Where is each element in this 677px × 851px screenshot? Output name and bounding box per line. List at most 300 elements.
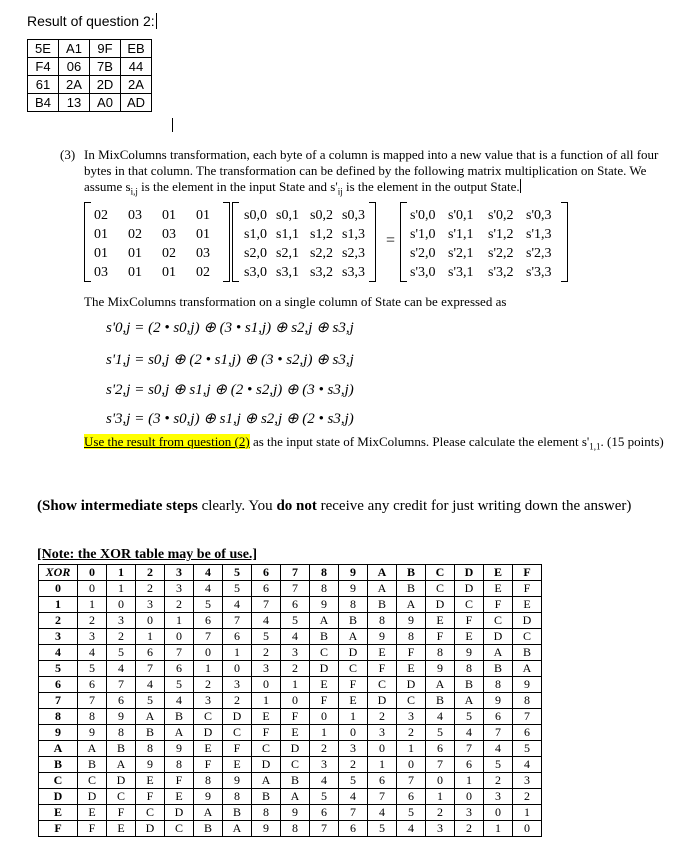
xor-cell: C [194, 709, 223, 725]
xor-cell: A [107, 757, 136, 773]
xor-cell: C [455, 597, 484, 613]
xor-cell: E [426, 613, 455, 629]
matrix-cell: s'3,1 [448, 265, 474, 280]
xor-cell: D [339, 645, 368, 661]
xor-cell: C [223, 725, 252, 741]
xor-cell: C [78, 773, 107, 789]
xor-cell: F [281, 709, 310, 725]
xor-cell: 8 [223, 789, 252, 805]
xor-row [39, 805, 542, 821]
xor-cell: 0 [455, 789, 484, 805]
xor-cell: 0 [136, 613, 165, 629]
xor-cell: 2 [397, 725, 426, 741]
result-cell[interactable]: 9F [90, 40, 121, 58]
xor-cell: C [513, 629, 542, 645]
xor-cell: 5 [426, 725, 455, 741]
matrix-cell: 03 [162, 227, 176, 242]
matrix-cell: s1,1 [276, 227, 299, 242]
xor-cell: 2 [136, 581, 165, 597]
xor-column-header: 9 [339, 565, 368, 581]
xor-row-header: 2 [39, 613, 78, 629]
result-cell[interactable]: A0 [90, 94, 121, 112]
xor-row-header: D [39, 789, 78, 805]
xor-row-header: 0 [39, 581, 78, 597]
xor-note: [Note: the XOR table may be of use.] [37, 547, 258, 562]
xor-cell: F [310, 693, 339, 709]
xor-cell: 8 [484, 677, 513, 693]
xor-cell: E [223, 757, 252, 773]
result-cell[interactable]: 2D [90, 76, 121, 94]
xor-cell: 4 [223, 597, 252, 613]
xor-cell: A [455, 693, 484, 709]
xor-cell: E [194, 741, 223, 757]
xor-cell: 5 [107, 645, 136, 661]
xor-cell: A [310, 613, 339, 629]
matrix-cell: 02 [94, 208, 108, 223]
xor-cell: 9 [107, 709, 136, 725]
xor-cell: B [397, 581, 426, 597]
xor-cell: 2 [252, 645, 281, 661]
xor-column-header: 1 [107, 565, 136, 581]
xor-cell: 6 [397, 789, 426, 805]
xor-cell: 2 [426, 805, 455, 821]
xor-cell: A [165, 725, 194, 741]
result-cell[interactable]: A1 [59, 40, 90, 58]
xor-cell: 3 [484, 789, 513, 805]
xor-cell: 5 [310, 789, 339, 805]
xor-cell: B [252, 789, 281, 805]
xor-cell: F [484, 597, 513, 613]
matrix-cell: s0,3 [342, 208, 365, 223]
xor-cell: 2 [310, 741, 339, 757]
xor-row [39, 581, 542, 597]
xor-cell: E [252, 709, 281, 725]
xor-cell: 5 [194, 597, 223, 613]
xor-cell: F [513, 581, 542, 597]
xor-cell: 5 [455, 709, 484, 725]
xor-cell: 2 [484, 773, 513, 789]
xor-cell: E [397, 661, 426, 677]
xor-cell: 1 [107, 581, 136, 597]
xor-cell: D [107, 773, 136, 789]
xor-cell: 4 [107, 661, 136, 677]
xor-cell: F [455, 613, 484, 629]
matrix-cell: s'3,3 [526, 265, 552, 280]
result-cell[interactable]: AD [121, 94, 152, 112]
xor-cell: 5 [397, 805, 426, 821]
xor-cell: F [194, 757, 223, 773]
xor-cell: A [368, 581, 397, 597]
xor-cell: 9 [484, 693, 513, 709]
xor-column-header: 6 [252, 565, 281, 581]
matrix-cell: s'1,3 [526, 227, 552, 242]
xor-header-row [39, 565, 542, 581]
matrix-cell: s'3,2 [488, 265, 514, 280]
xor-cell: F [368, 661, 397, 677]
xor-cell: 2 [223, 693, 252, 709]
xor-cell: 0 [339, 725, 368, 741]
xor-cell: E [281, 725, 310, 741]
xor-cell: 1 [165, 613, 194, 629]
xor-cell: 0 [310, 709, 339, 725]
xor-cell: E [339, 693, 368, 709]
xor-column-header: 0 [78, 565, 107, 581]
xor-cell: 6 [426, 741, 455, 757]
xor-cell: 9 [426, 661, 455, 677]
result-cell[interactable]: 2A [59, 76, 90, 94]
xor-cell: 3 [107, 613, 136, 629]
xor-cell: 7 [281, 581, 310, 597]
xor-cell: B [223, 805, 252, 821]
result-cell[interactable]: 06 [59, 58, 90, 76]
matrix-cell: s1,0 [244, 227, 267, 242]
xor-column-header: E [484, 565, 513, 581]
xor-cell: 5 [165, 677, 194, 693]
xor-cell: 7 [455, 741, 484, 757]
matrix-cell: 01 [162, 265, 176, 280]
xor-cell: D [165, 805, 194, 821]
xor-row [39, 693, 542, 709]
xor-cell: D [310, 661, 339, 677]
matrix-cell: s1,2 [310, 227, 333, 242]
xor-cell: 9 [513, 677, 542, 693]
xor-cell: E [484, 581, 513, 597]
xor-cell: 5 [339, 773, 368, 789]
matrix-cell: s0,1 [276, 208, 299, 223]
xor-cell: E [136, 773, 165, 789]
xor-cell: 8 [78, 709, 107, 725]
matrix-cell: 01 [196, 208, 210, 223]
xor-row-header: 9 [39, 725, 78, 741]
xor-cell: C [252, 741, 281, 757]
xor-cell: 4 [165, 693, 194, 709]
xor-cell: 5 [281, 613, 310, 629]
xor-cell: 4 [484, 741, 513, 757]
equals-sign: = [386, 232, 396, 249]
xor-cell: D [426, 597, 455, 613]
xor-row-header: 8 [39, 709, 78, 725]
xor-row [39, 709, 542, 725]
matrix-cell: s'2,3 [526, 246, 552, 261]
xor-cell: D [484, 629, 513, 645]
xor-cell: 7 [165, 645, 194, 661]
xor-cell: 8 [397, 629, 426, 645]
xor-cell: 1 [339, 709, 368, 725]
xor-cell: 0 [252, 677, 281, 693]
xor-cell: D [194, 725, 223, 741]
xor-cell: 7 [484, 725, 513, 741]
matrix-cell: s'1,2 [488, 227, 514, 242]
xor-cell: 1 [281, 677, 310, 693]
matrix-cell: 01 [162, 208, 176, 223]
xor-cell: E [310, 677, 339, 693]
matrix-cell: s0,0 [244, 208, 267, 223]
xor-cell: 9 [223, 773, 252, 789]
xor-cell: 3 [339, 741, 368, 757]
xor-cell: 3 [513, 773, 542, 789]
xor-cell: 1 [368, 757, 397, 773]
xor-cell: 7 [310, 821, 339, 837]
xor-cell: 1 [484, 821, 513, 837]
result-cell[interactable]: 13 [59, 94, 90, 112]
xor-cell: 1 [194, 661, 223, 677]
xor-cell: 8 [107, 725, 136, 741]
xor-cell: 6 [281, 597, 310, 613]
matrix-cell: 01 [94, 227, 108, 242]
xor-cell: 6 [484, 709, 513, 725]
xor-cell: 0 [397, 757, 426, 773]
text-caret [172, 118, 173, 132]
xor-cell: 5 [484, 757, 513, 773]
xor-cell: 7 [223, 613, 252, 629]
matrix-cell: 01 [128, 246, 142, 261]
xor-row-header: B [39, 757, 78, 773]
xor-cell: 4 [310, 773, 339, 789]
xor-cell: 4 [194, 581, 223, 597]
matrix-cell: s'0,0 [410, 208, 436, 223]
result-row [28, 40, 152, 58]
xor-cell: 4 [513, 757, 542, 773]
xor-cell: 9 [368, 629, 397, 645]
xor-cell: 3 [165, 581, 194, 597]
xor-cell: 9 [310, 597, 339, 613]
xor-cell: D [281, 741, 310, 757]
xor-cell: 7 [136, 661, 165, 677]
xor-cell: 7 [513, 709, 542, 725]
xor-row [39, 757, 542, 773]
xor-cell: 8 [513, 693, 542, 709]
xor-cell: 4 [455, 725, 484, 741]
xor-cell: 2 [194, 677, 223, 693]
result-cell[interactable]: B4 [28, 94, 59, 112]
xor-cell: 3 [223, 677, 252, 693]
matrix-bracket-left [84, 202, 91, 282]
xor-cell: 5 [136, 693, 165, 709]
matrix-cell: 01 [94, 246, 108, 261]
xor-cell: D [368, 693, 397, 709]
xor-cell: 8 [194, 773, 223, 789]
xor-column-header: 2 [136, 565, 165, 581]
xor-cell: 9 [78, 725, 107, 741]
xor-cell: 3 [368, 725, 397, 741]
xor-cell: D [513, 613, 542, 629]
xor-cell: C [484, 613, 513, 629]
xor-cell: 3 [78, 629, 107, 645]
xor-cell: B [165, 709, 194, 725]
intro-sub: i,j [130, 186, 138, 197]
xor-cell: 1 [513, 805, 542, 821]
xor-column-header: 7 [281, 565, 310, 581]
highlighted-reference[interactable]: Use the result from question (2) [84, 434, 250, 449]
xor-cell: 0 [484, 805, 513, 821]
matrix-cell: s2,2 [310, 246, 333, 261]
xor-row [39, 789, 542, 805]
matrix-cell: s'1,1 [448, 227, 474, 242]
xor-cell: 1 [252, 693, 281, 709]
matrix-cell: s'2,1 [448, 246, 474, 261]
matrix-cell: s2,1 [276, 246, 299, 261]
result-cell[interactable]: EB [121, 40, 152, 58]
xor-cell: A [78, 741, 107, 757]
xor-cell: 6 [107, 693, 136, 709]
matrix-bracket-right [369, 202, 376, 282]
xor-cell: F [223, 741, 252, 757]
xor-cell: E [368, 645, 397, 661]
use-result-points: . (15 points) [600, 434, 664, 449]
xor-cell: 2 [455, 821, 484, 837]
xor-cell: E [455, 629, 484, 645]
xor-cell: 9 [165, 741, 194, 757]
xor-cell: C [339, 661, 368, 677]
xor-cell: 3 [136, 597, 165, 613]
xor-cell: B [78, 757, 107, 773]
xor-cell: 9 [281, 805, 310, 821]
use-result-text [84, 434, 664, 455]
xor-cell: F [252, 725, 281, 741]
instructions-bold: (Show intermediate steps [37, 498, 198, 514]
xor-cell: D [252, 757, 281, 773]
xor-cell: C [426, 581, 455, 597]
xor-cell: F [426, 629, 455, 645]
xor-cell: D [455, 581, 484, 597]
xor-cell: 6 [136, 645, 165, 661]
matrix-cell: s'0,3 [526, 208, 552, 223]
xor-cell: 3 [281, 645, 310, 661]
xor-cell: 0 [281, 693, 310, 709]
xor-cell: A [252, 773, 281, 789]
xor-cell: 6 [165, 661, 194, 677]
xor-cell: A [339, 629, 368, 645]
xor-cell: 3 [426, 821, 455, 837]
xor-cell: C [281, 757, 310, 773]
matrix-bracket-right [223, 202, 230, 282]
instructions [37, 497, 637, 516]
xor-row [39, 677, 542, 693]
matrix-cell: s2,0 [244, 246, 267, 261]
use-result-rest: as the input state of MixColumns. Please calculate the element s' [249, 434, 590, 449]
result-row [28, 76, 152, 94]
matrix-cell: s'0,1 [448, 208, 474, 223]
result-title [27, 13, 157, 29]
xor-cell: 9 [252, 821, 281, 837]
intro-sub: ij [337, 186, 343, 197]
xor-cell: 8 [426, 645, 455, 661]
matrix-cell: 03 [196, 246, 210, 261]
xor-cell: 0 [165, 629, 194, 645]
xor-row-header: 1 [39, 597, 78, 613]
xor-cell: 8 [310, 581, 339, 597]
xor-row [39, 645, 542, 661]
xor-column-header: B [397, 565, 426, 581]
xor-cell: E [513, 597, 542, 613]
xor-cell: 6 [513, 725, 542, 741]
xor-column-header: F [513, 565, 542, 581]
xor-cell: B [107, 741, 136, 757]
xor-column-header: A [368, 565, 397, 581]
xor-cell: 8 [455, 661, 484, 677]
xor-cell: 4 [281, 629, 310, 645]
matrix-cell: 02 [128, 227, 142, 242]
xor-cell: C [310, 645, 339, 661]
xor-cell: F [339, 677, 368, 693]
result-cell[interactable]: 44 [121, 58, 152, 76]
xor-cell: B [368, 597, 397, 613]
text-caret [520, 179, 521, 193]
xor-cell: C [368, 677, 397, 693]
xor-cell: 2 [107, 629, 136, 645]
xor-cell: E [165, 789, 194, 805]
question-3-text[interactable] [84, 147, 660, 200]
result-row [28, 58, 152, 76]
matrix-cell: 01 [128, 265, 142, 280]
xor-cell: 1 [455, 773, 484, 789]
xor-cell: 8 [165, 757, 194, 773]
xor-row [39, 821, 542, 837]
result-cell[interactable]: 61 [28, 76, 59, 94]
xor-cell: 3 [310, 757, 339, 773]
xor-cell: A [513, 661, 542, 677]
matrix-cell: s'0,2 [488, 208, 514, 223]
xor-cell: 9 [194, 789, 223, 805]
xor-cell: 5 [223, 581, 252, 597]
xor-cell: 7 [426, 757, 455, 773]
matrix-cell: s2,3 [342, 246, 365, 261]
xor-row [39, 725, 542, 741]
xor-cell: B [194, 821, 223, 837]
result-table [27, 39, 152, 112]
xor-cell: 3 [397, 709, 426, 725]
xor-cell: F [136, 789, 165, 805]
text-caret [156, 13, 157, 29]
result-cell[interactable]: 5E [28, 40, 59, 58]
xor-cell: F [397, 645, 426, 661]
question-number: (3) [60, 147, 76, 162]
matrix-cell: s3,2 [310, 265, 333, 280]
xor-cell: 6 [194, 613, 223, 629]
result-cell[interactable]: 7B [90, 58, 121, 76]
xor-cell: C [136, 805, 165, 821]
xor-cell: 1 [136, 629, 165, 645]
equation-3: s'3,j = (3 • s0,j) ⊕ s1,j ⊕ s2,j ⊕ (2 • s3,j) [106, 411, 354, 427]
matrix-cell: s3,3 [342, 265, 365, 280]
xor-row-header: 6 [39, 677, 78, 693]
xor-cell: 4 [397, 821, 426, 837]
xor-table [38, 564, 542, 837]
xor-row-header: 3 [39, 629, 78, 645]
xor-row [39, 597, 542, 613]
matrix-cell: 02 [162, 246, 176, 261]
xor-cell: 8 [136, 741, 165, 757]
xor-column-header: C [426, 565, 455, 581]
xor-cell: 4 [426, 709, 455, 725]
result-cell[interactable]: 2A [121, 76, 152, 94]
xor-cell: F [78, 821, 107, 837]
matrix-cell: s0,2 [310, 208, 333, 223]
question-3-intro [60, 147, 660, 200]
xor-cell: 9 [455, 645, 484, 661]
xor-row-header: C [39, 773, 78, 789]
xor-cell: 6 [339, 821, 368, 837]
xor-cell: 2 [78, 613, 107, 629]
xor-cell: 8 [281, 821, 310, 837]
xor-row [39, 613, 542, 629]
xor-cell: B [484, 661, 513, 677]
xor-column-header: 8 [310, 565, 339, 581]
xor-cell: 1 [426, 789, 455, 805]
xor-cell: 4 [78, 645, 107, 661]
result-cell[interactable]: F4 [28, 58, 59, 76]
xor-cell: 5 [252, 629, 281, 645]
